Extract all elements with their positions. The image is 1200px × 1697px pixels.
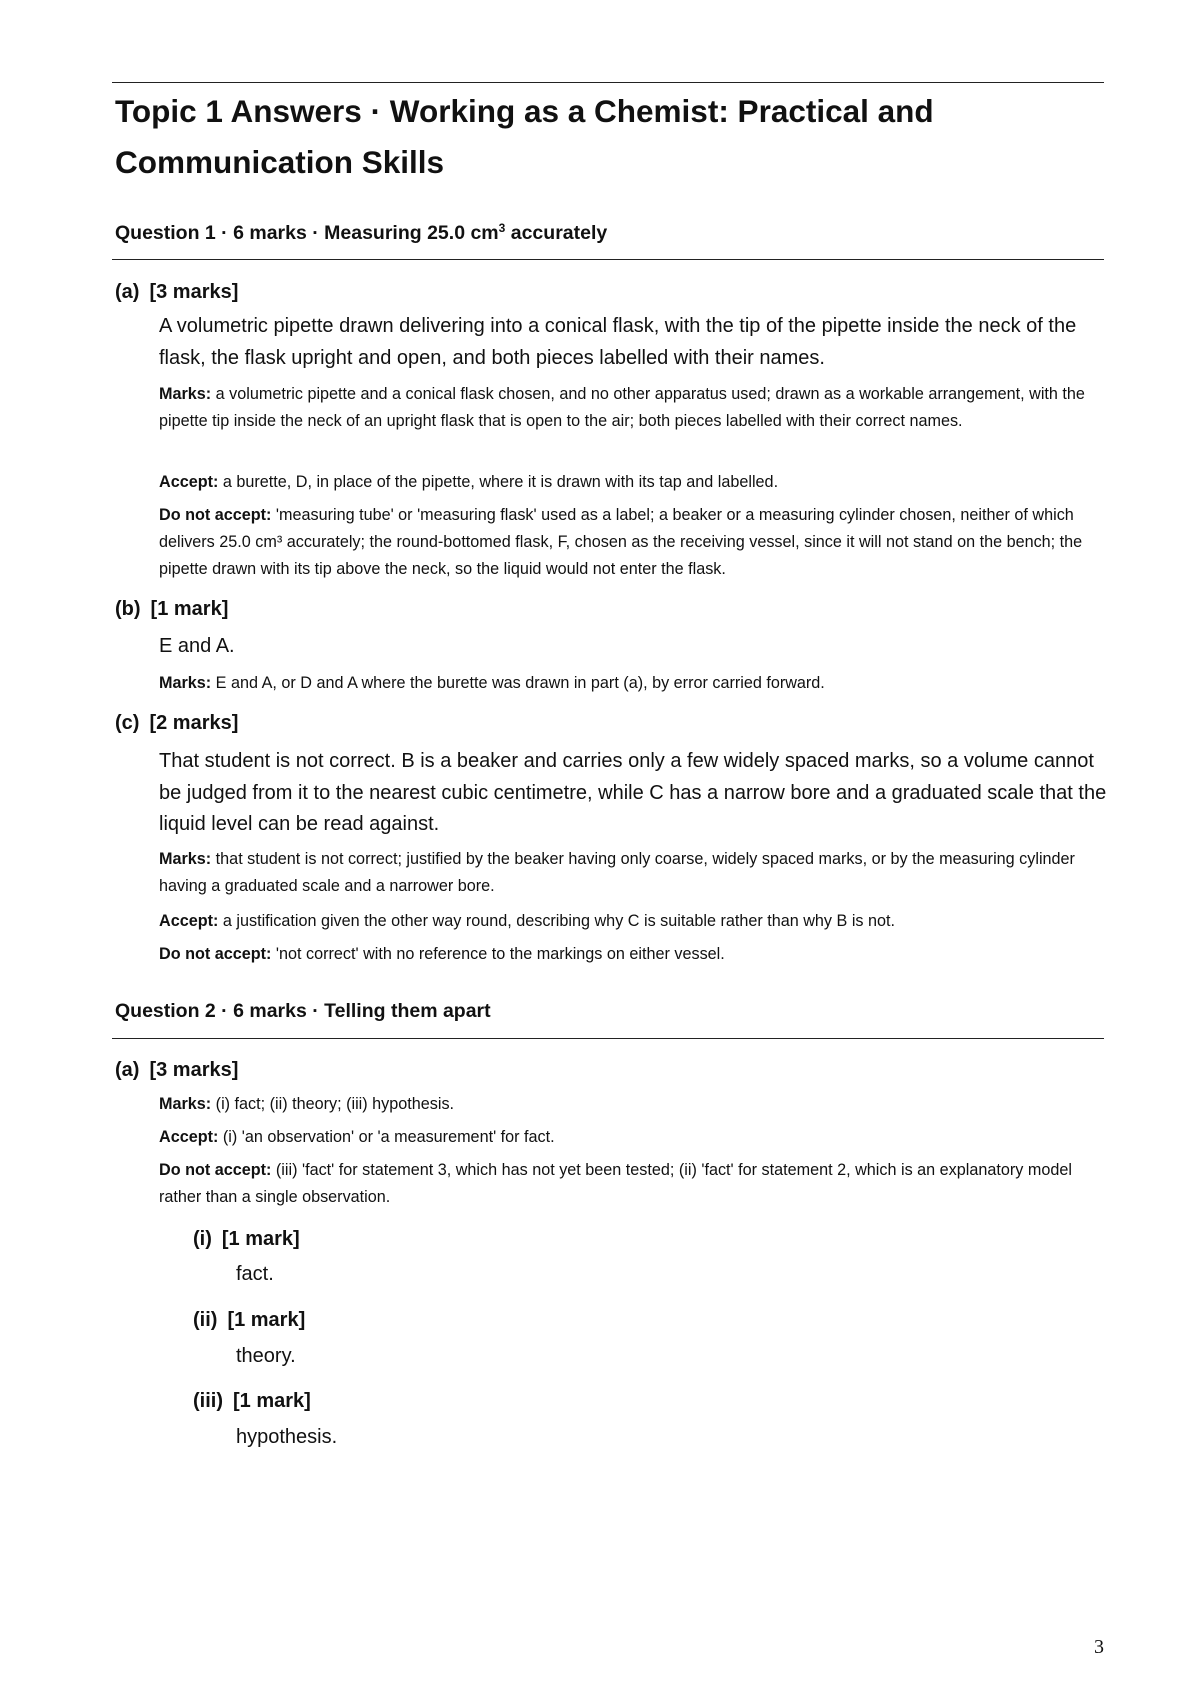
- reject-key: Do not accept:: [159, 945, 272, 963]
- marks-text: (i) fact; (ii) theory; (iii) hypothesis.: [211, 1095, 455, 1113]
- page-number: 3: [1094, 1636, 1104, 1658]
- q1-part-a-marks: [3 marks]: [149, 281, 239, 303]
- q1-part-a-label: (a): [115, 281, 140, 303]
- q2-subpart-ii-marks: [1 mark]: [227, 1309, 306, 1331]
- q2-subpart-ii-label: (ii): [193, 1309, 218, 1331]
- reject-text: (iii) 'fact' for statement 3, which has not yet been tested; (ii) 'fact' for statement 2, which is an explanatory model rather than a single observation.: [159, 1161, 1072, 1206]
- question-1-heading-text: Question 1 · 6 marks · Measuring 25.0 cm: [115, 222, 499, 244]
- q2-subpart-i-label: (i): [193, 1228, 212, 1250]
- question-1-heading-suffix: accurately: [505, 222, 608, 244]
- accept-text: (i) 'an observation' or 'a measurement' for fact.: [218, 1128, 555, 1146]
- question-1-heading: [115, 222, 607, 245]
- q1-part-b-marks: [1 mark]: [150, 598, 229, 620]
- reject-text: 'measuring tube' or 'measuring flask' used as a label; a beaker or a measuring cylinder chosen, neither of which delivers 25.0 cm³ accurately; the round-bottomed flask, F, chosen as the receiving vessel, since it will not stand on the bench; the pipette drawn with its tip above the neck, so the liquid would not enter the flask.: [159, 506, 1083, 578]
- q2-subpart-iii-label: (iii): [193, 1390, 223, 1412]
- q1-part-a-accept-note: [159, 469, 1107, 496]
- q1-part-c-marks-note: [159, 846, 1107, 900]
- q1-part-b-label: (b): [115, 598, 141, 620]
- q1-part-b-heading: [115, 598, 228, 621]
- q2-part-a-heading: [115, 1059, 238, 1082]
- reject-key: Do not accept:: [159, 1161, 272, 1179]
- q1-part-a-heading: [115, 281, 238, 304]
- reject-key: Do not accept:: [159, 506, 272, 524]
- q2-part-a-label: (a): [115, 1059, 140, 1081]
- top-rule: [112, 82, 1104, 83]
- q1-part-c-marks: [2 marks]: [149, 712, 239, 734]
- q2-part-a-marks-note: [159, 1091, 1107, 1118]
- q2-part-a-accept-note: [159, 1124, 1107, 1151]
- accept-key: Accept:: [159, 473, 219, 491]
- marks-key: Marks:: [159, 385, 212, 403]
- q2-subpart-iii-heading: [193, 1390, 311, 1413]
- q2-subpart-iii-answer: hypothesis.: [236, 1426, 338, 1448]
- q1-part-c-accept-note: [159, 908, 1107, 935]
- q1-part-b-marks-note: [159, 670, 1107, 697]
- marks-key: Marks:: [159, 1095, 212, 1113]
- accept-key: Accept:: [159, 912, 219, 930]
- q1-part-c-heading: [115, 712, 238, 735]
- q2-subpart-i-marks: [1 mark]: [221, 1228, 300, 1250]
- q1-part-a-reject-note: [159, 502, 1107, 583]
- q1-part-c-reject-note: [159, 941, 1107, 968]
- q2-part-a-marks: [3 marks]: [149, 1059, 239, 1081]
- question-1-heading-superscript: 3: [498, 221, 506, 235]
- q1-part-c-answer: That student is not correct. B is a beaker and carries only a few widely spaced marks, so a volume cannot be judged from it to the nearest cubic centimetre, while C has a narrow bore and a graduated scale that the liquid level can be read against.: [159, 750, 1107, 835]
- question-2-heading: Question 2 · 6 marks · Telling them apart: [115, 1000, 491, 1022]
- q2-subpart-iii-marks: [1 mark]: [233, 1390, 311, 1412]
- q1-part-a-answer: A volumetric pipette drawn delivering into a conical flask, with the tip of the pipette inside the neck of the flask, the flask upright and open, and both pieces labelled with their names.: [159, 315, 1077, 369]
- page-title: Topic 1 Answers · Working as a Chemist: Practical and Communication Skills: [115, 93, 934, 180]
- question-2-rule: [112, 1038, 1104, 1039]
- q2-subpart-i-answer: fact.: [236, 1263, 274, 1285]
- q2-subpart-ii-answer: theory.: [236, 1345, 296, 1367]
- q2-subpart-ii-heading: [193, 1309, 305, 1332]
- accept-text: a burette, D, in place of the pipette, where it is drawn with its tap and labelled.: [218, 473, 779, 491]
- marks-text: E and A, or D and A where the burette was drawn in part (a), by error carried forward.: [211, 674, 825, 692]
- q2-subpart-i-heading: [193, 1228, 300, 1251]
- q1-part-a-marks-note: [159, 381, 1107, 435]
- marks-key: Marks:: [159, 674, 212, 692]
- accept-key: Accept:: [159, 1128, 219, 1146]
- marks-text: that student is not correct; justified by the beaker having only coarse, widely spaced marks, or by the measuring cylinder having a graduated scale and a narrower bore.: [159, 850, 1075, 895]
- marks-text: a volumetric pipette and a conical flask chosen, and no other apparatus used; drawn as a workable arrangement, with the pipette tip inside the neck of an upright flask that is open to the air; both pieces labelled with their correct names.: [159, 385, 1085, 430]
- accept-text: a justification given the other way round, describing why C is suitable rather than why B is not.: [218, 912, 896, 930]
- q1-part-c-label: (c): [115, 712, 140, 734]
- question-1-rule: [112, 259, 1104, 260]
- q1-part-b-answer: E and A.: [159, 635, 235, 657]
- q2-part-a-reject-note: [159, 1157, 1107, 1211]
- reject-text: 'not correct' with no reference to the markings on either vessel.: [271, 945, 725, 963]
- marks-key: Marks:: [159, 850, 212, 868]
